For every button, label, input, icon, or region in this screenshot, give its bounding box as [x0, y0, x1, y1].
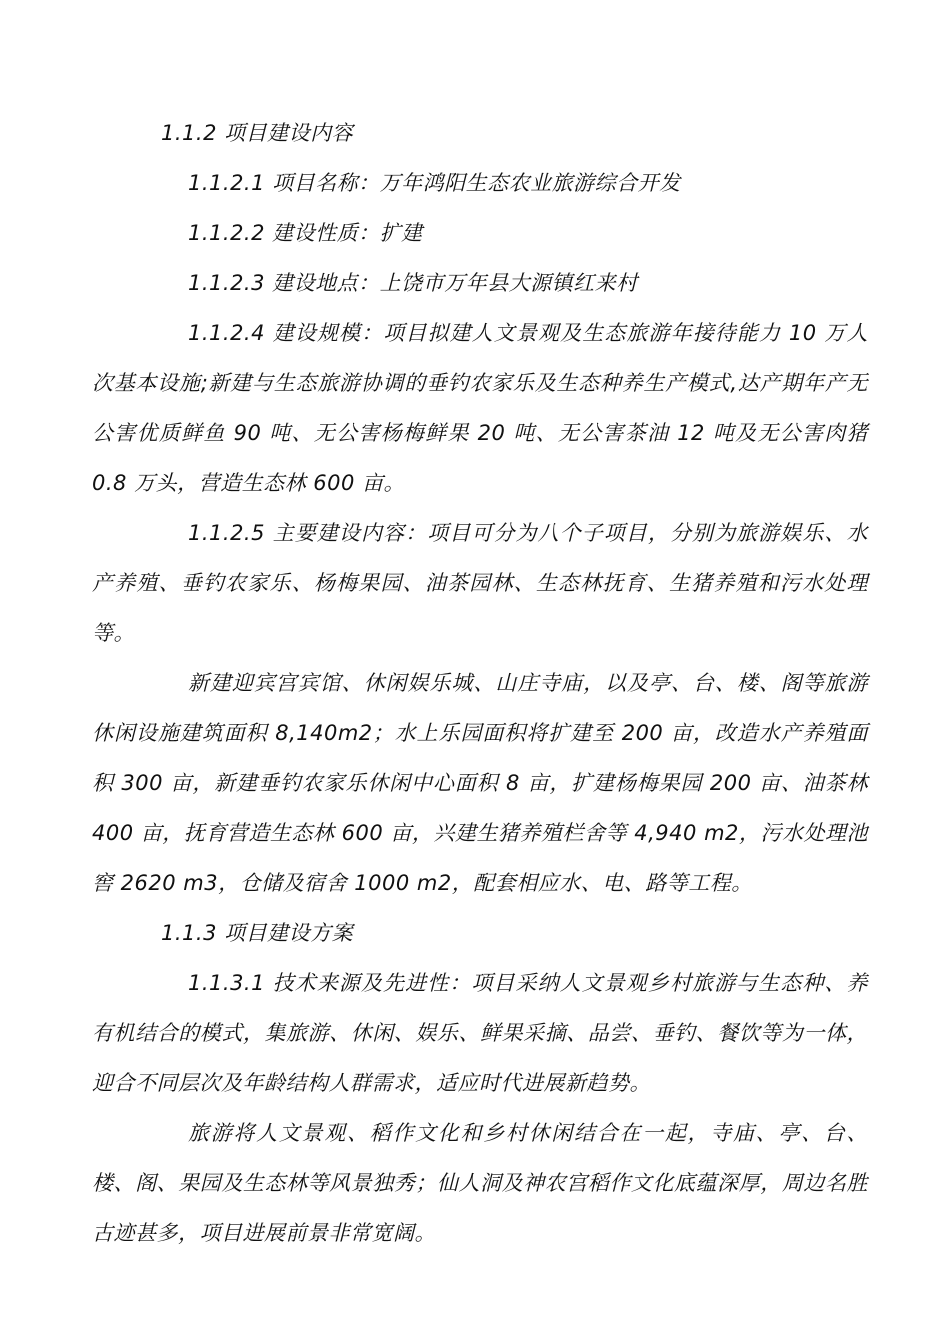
- paragraph-tourism: 旅游将人文景观、稻作文化和乡村休闲结合在一起，寺庙、亭、台、楼、阁、果园及生态林等风景独秀；仙人洞及神农宫稻作文化底蕴深厚，周边名胜古迹甚多，项目进展前景非常宽阔。: [92, 1121, 868, 1245]
- item-project-name: 1.1.2.1 项目名称：万年鸿阳生态农业旅游综合开发: [188, 171, 681, 195]
- paragraph-new-build: 新建迎宾宫宾馆、休闲娱乐城、山庄寺庙，以及亭、台、楼、阁等旅游休闲设施建筑面积 8,140m2；水上乐园面积将扩建至 200 亩，改造水产养殖面积 300 亩，新建垂钓农家乐休闲中心面积 8 亩，扩建杨梅果园 200 亩、油茶林 400 亩，抚育营造生态林 600 亩，兴建生猪养殖栏舍等 4,940 m2，污水处理池窖 2620 m3，仓储及宿舍 1000 m2，配套相应水、电、路等工程。: [92, 671, 868, 895]
- item-construction-scale: 1.1.2.4 建设规模：项目拟建人文景观及生态旅游年接待能力 10 万人次基本设施;新建与生态旅游协调的垂钓农家乐及生态种养生产模式,达产期年产无公害优质鲜鱼 90 吨、无公害杨梅鲜果 20 吨、无公害茶油 12 吨及无公害肉猪 0.8 万头，营造生态林 600 亩。: [92, 321, 868, 495]
- item-technology-source: 1.1.3.1 技术来源及先进性：项目采纳人文景观乡村旅游与生态种、养有机结合的模式，集旅游、休闲、娱乐、鲜果采摘、品尝、垂钓、餐饮等为一体，迎合不同层次及年龄结构人群需求，适应时代进展新趋势。: [92, 971, 868, 1095]
- document-body: [92, 108, 868, 1258]
- item-construction-site: 1.1.2.3 建设地点：上饶市万年县大源镇红来村: [188, 271, 638, 295]
- section-heading-1-1-2: 1.1.2 项目建设内容: [161, 121, 354, 145]
- item-main-content: 1.1.2.5 主要建设内容：项目可分为八个子项目，分别为旅游娱乐、水产养殖、垂钓农家乐、杨梅果园、油茶园林、生态林抚育、生猪养殖和污水处理等。: [92, 521, 868, 645]
- item-construction-nature: 1.1.2.2 建设性质：扩建: [188, 221, 423, 245]
- section-heading-1-1-3: 1.1.3 项目建设方案: [161, 921, 354, 945]
